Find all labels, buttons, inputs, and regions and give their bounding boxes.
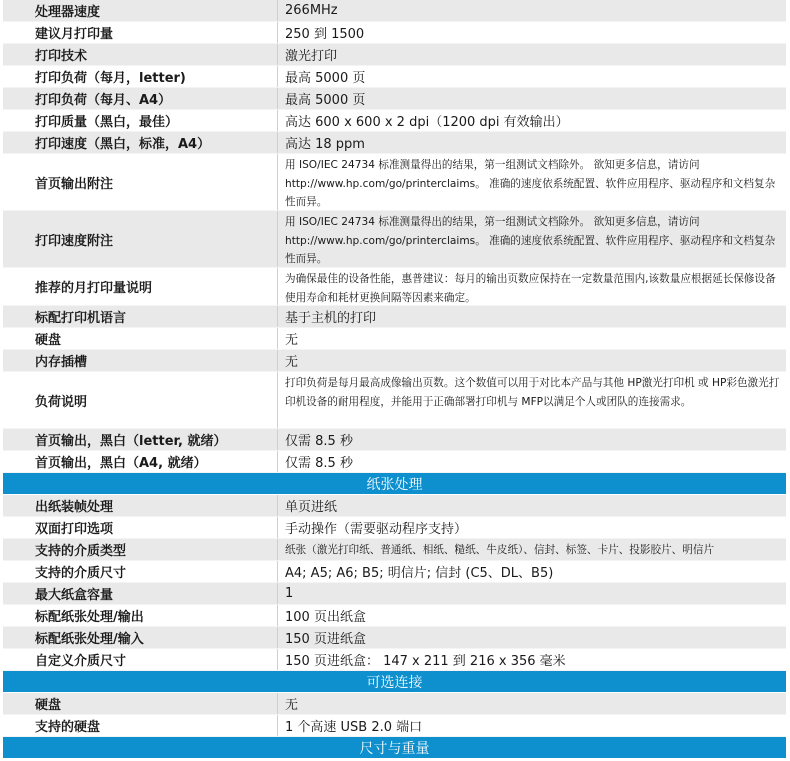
spec-label: 推荐的月打印量说明 <box>3 268 278 305</box>
spec-label: 打印负荷（每月，letter) <box>3 66 278 87</box>
spec-label: 出纸装帧处理 <box>3 495 278 516</box>
spec-value: 仅需 8.5 秒 <box>285 434 353 449</box>
spec-value: 手动操作（需要驱动程序支持） <box>285 522 468 537</box>
spec-value: 仅需 8.5 秒 <box>285 456 353 471</box>
spec-value: 无 <box>285 698 299 713</box>
spec-row <box>3 268 786 306</box>
spec-row <box>3 372 786 429</box>
spec-label: 支持的介质类型 <box>3 539 278 560</box>
spec-row <box>3 44 786 66</box>
spec-value: 150 页进纸盒： 147 x 211 到 216 x 356 毫米 <box>285 654 566 669</box>
spec-value: 1 个高速 USB 2.0 端口 <box>285 720 423 735</box>
spec-value: 无 <box>285 355 299 370</box>
spec-row <box>3 328 786 350</box>
spec-value: 用 ISO/IEC 24734 标准测量得出的结果，第一组测试文档除外。 欲知更多信息，请访问 http://www.hp.com/go/printerclaims。 准确的速度依系统配置、软件应用程序、驱动程序和文档复杂性而异。 <box>285 159 776 208</box>
spec-value: 为确保最佳的设备性能，惠普建议：每月的输出页数应保持在一定数量范围内,该数量应根据延长保修设备使用寿命和耗材更换间隔等因素来确定。 <box>285 273 776 304</box>
spec-value: 基于主机的打印 <box>285 311 377 326</box>
spec-row <box>3 350 786 372</box>
spec-label: 最大纸盒容量 <box>3 583 278 604</box>
spec-value: 纸张（激光打印纸、普通纸、相纸、糙纸、牛皮纸）、信封、标签、卡片、投影胶片、明信片 <box>285 544 715 556</box>
spec-label: 自定义介质尺寸 <box>3 649 278 670</box>
spec-row <box>3 583 786 605</box>
spec-label: 打印技术 <box>3 44 278 65</box>
spec-row <box>3 627 786 649</box>
spec-value: 1 <box>285 586 294 601</box>
spec-value: 无 <box>285 333 299 348</box>
spec-label: 支持的硬盘 <box>3 715 278 736</box>
spec-row <box>3 517 786 539</box>
spec-row <box>3 306 786 328</box>
spec-row <box>3 211 786 268</box>
spec-label: 建议月打印量 <box>3 22 278 43</box>
spec-row <box>3 0 786 22</box>
spec-row <box>3 66 786 88</box>
spec-row <box>3 715 786 737</box>
spec-label: 双面打印选项 <box>3 517 278 538</box>
spec-label: 标配纸张处理/输入 <box>3 627 278 648</box>
spec-row <box>3 539 786 561</box>
spec-label: 首页输出附注 <box>3 154 278 210</box>
section-header: 可选连接 <box>3 671 786 693</box>
spec-row <box>3 429 786 451</box>
spec-value: 100 页出纸盒 <box>285 610 366 625</box>
spec-label: 负荷说明 <box>3 372 278 428</box>
spec-value: 250 到 1500 <box>285 27 365 42</box>
spec-row <box>3 132 786 154</box>
spec-row <box>3 649 786 671</box>
spec-label: 标配纸张处理/输出 <box>3 605 278 626</box>
spec-row <box>3 88 786 110</box>
spec-table <box>3 0 786 759</box>
spec-label: 打印速度附注 <box>3 211 278 267</box>
spec-row <box>3 693 786 715</box>
section-header: 尺寸与重量 <box>3 737 786 759</box>
spec-value: 高达 18 ppm <box>285 137 365 152</box>
spec-value: 最高 5000 页 <box>285 93 366 108</box>
spec-row <box>3 110 786 132</box>
spec-row <box>3 605 786 627</box>
spec-label: 打印负荷（每月、A4） <box>3 88 278 109</box>
spec-label: 标配打印机语言 <box>3 306 278 327</box>
spec-row <box>3 495 786 517</box>
spec-value: 高达 600 x 600 x 2 dpi（1200 dpi 有效输出） <box>285 115 569 130</box>
spec-label: 处理器速度 <box>3 0 278 21</box>
spec-label: 支持的介质尺寸 <box>3 561 278 582</box>
spec-label: 首页输出，黑白（letter, 就绪） <box>3 429 278 450</box>
spec-label: 首页输出，黑白（A4, 就绪） <box>3 451 278 472</box>
spec-value: 用 ISO/IEC 24734 标准测量得出的结果，第一组测试文档除外。 欲知更多信息，请访问 http://www.hp.com/go/printerclaims。 准确的速度依系统配置、软件应用程序、驱动程序和文档复杂性而异。 <box>285 216 776 265</box>
spec-value: 最高 5000 页 <box>285 71 366 86</box>
spec-label: 打印速度（黑白，标准，A4） <box>3 132 278 153</box>
spec-row <box>3 561 786 583</box>
spec-value: 打印负荷是每月最高成像输出页数。这个数值可以用于对比本产品与其他 HP激光打印机 或 HP彩色激光打印机设备的耐用程度，并能用于正确部署打印机与 MFP以满足个人或团队的连接需求。 <box>285 377 780 408</box>
spec-value: 150 页进纸盒 <box>285 632 366 647</box>
spec-row <box>3 451 786 473</box>
spec-value: A4; A5; A6; B5; 明信片; 信封 (C5、DL、B5) <box>285 566 554 581</box>
section-header: 纸张处理 <box>3 473 786 495</box>
spec-value: 单页进纸 <box>285 500 338 515</box>
spec-value: 激光打印 <box>285 49 338 64</box>
spec-label: 硬盘 <box>3 328 278 349</box>
spec-label: 硬盘 <box>3 693 278 714</box>
spec-value: 266MHz <box>285 3 338 18</box>
spec-row <box>3 154 786 211</box>
spec-label: 打印质量（黑白，最佳） <box>3 110 278 131</box>
spec-row <box>3 22 786 44</box>
spec-label: 内存插槽 <box>3 350 278 371</box>
